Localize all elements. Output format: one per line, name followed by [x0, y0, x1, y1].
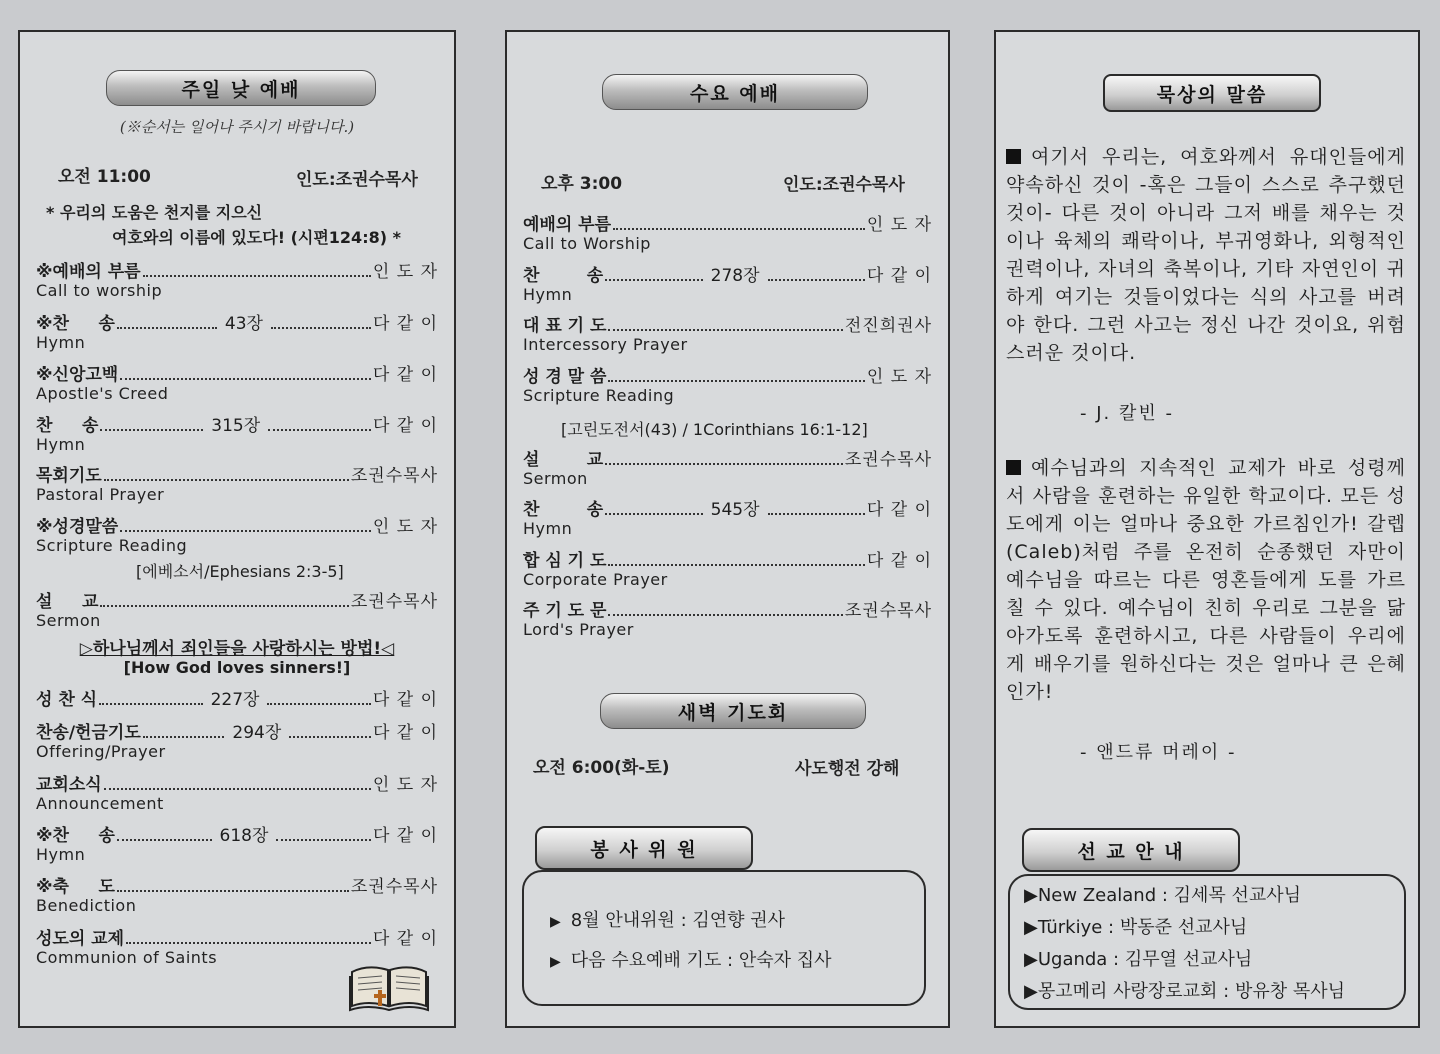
mission-line-3: ▶Uganda : 김무열 선교사님: [1024, 949, 1253, 970]
hymn-number: 294장: [232, 723, 282, 743]
order-row: [523, 500, 932, 520]
volunteer-line-1: ▶ 8월 안내위원 : 김연향 권사: [550, 910, 786, 931]
order-label: 설 교: [36, 592, 99, 612]
dot-leader: [267, 703, 370, 705]
dot-leader: [100, 605, 348, 607]
order-english-label: Corporate Prayer: [523, 570, 668, 589]
order-label: 찬 송: [36, 416, 99, 436]
order-row: [36, 314, 438, 334]
order-leader: 다 같 이: [372, 723, 439, 743]
order-english-label: Pastoral Prayer: [36, 485, 165, 504]
order-leader: 조권수목사: [844, 450, 932, 470]
dot-leader: [117, 327, 217, 329]
order-english-label: Hymn: [523, 285, 573, 304]
sunday-order-item: [36, 690, 438, 710]
order-english-label: Intercessory Prayer: [523, 335, 688, 354]
call-verse-line1: * 우리의 도움은 천지를 지으신: [46, 203, 263, 222]
service-leader: 인도:조권수목사: [296, 170, 418, 190]
dot-leader: [120, 378, 371, 380]
dot-leader: [605, 513, 702, 515]
sunday-order-item: [36, 314, 438, 352]
dot-leader: [768, 279, 865, 281]
wednesday-order-item: [523, 551, 932, 589]
dot-leader: [99, 703, 202, 705]
order-leader: 다 같 이: [372, 929, 438, 949]
order-label: 성 경 말 씀: [523, 367, 607, 387]
hymn-number: 545장: [710, 500, 760, 520]
sunday-order-item: [36, 826, 438, 864]
dot-leader: [608, 614, 842, 616]
square-bullet-icon: [1006, 460, 1021, 475]
dawn-prayer-title: 새벽 기도회: [600, 693, 866, 729]
order-row: [523, 316, 932, 336]
dot-leader: [120, 530, 371, 532]
order-english-label: Sermon: [523, 469, 588, 488]
dawn-prayer-topic: 사도행전 강해: [795, 759, 900, 779]
dot-leader: [100, 429, 203, 431]
dot-leader: [271, 327, 371, 329]
dot-leader: [104, 788, 371, 790]
order-leader: 다 같 이: [372, 690, 438, 710]
order-row: [523, 551, 932, 571]
order-row: [36, 262, 438, 282]
order-leader: 조권수목사: [350, 592, 438, 612]
order-english-label: Benediction: [36, 896, 137, 915]
meditation-author-2: - 앤드류 머레이 -: [1080, 742, 1237, 763]
volunteers-title: 봉 사 위 원: [535, 826, 753, 870]
order-row: [36, 826, 438, 846]
meditation-quote-1: 여기서 우리는, 여호와께서 유대인들에게 약속하신 것이 -혹은 그들이 스스로 추구했던 것이- 다른 것이 아니라 그저 배를 채우는 것이나 육체의 쾌락이나, 부귀영화나, 외형적인 권력이나, 자녀의 축복이나, 기타 자연인이 귀하게 여기는 것들이었다는 식의 사고를 버려야 한다. 그런 사고는 정신 나간 것이요, 위험스러운 것이다.: [1006, 146, 1406, 364]
sunday-order-item: [36, 592, 438, 630]
order-label: 찬 송: [523, 500, 604, 520]
order-leader: 인 도 자: [866, 367, 932, 387]
order-english-label: Communion of Saints: [36, 948, 218, 967]
order-label: ※찬 송: [36, 826, 115, 846]
order-label: 교회소식: [36, 775, 102, 795]
wednesday-order-item: [523, 215, 932, 253]
order-label: 성도의 교제: [36, 929, 125, 949]
meditation-title: 묵상의 말씀: [1103, 74, 1321, 112]
order-leader: 조권수목사: [350, 466, 438, 486]
sunday-order-item: [36, 775, 438, 813]
dot-leader: [289, 736, 371, 738]
hymn-number: 43장: [224, 314, 263, 334]
hymn-number: 278장: [710, 266, 760, 286]
sunday-order-item: [36, 877, 438, 915]
sermon-title: ▷하나님께서 죄인들을 사랑하시는 방법!◁: [79, 639, 395, 659]
sunday-order-item: [36, 466, 438, 504]
dot-leader: [117, 839, 212, 841]
dot-leader: [276, 839, 371, 841]
dot-leader: [143, 275, 371, 277]
sunday-order-item: [36, 517, 438, 555]
order-leader: 조권수목사: [844, 601, 932, 621]
hymn-number: 315장: [211, 416, 261, 436]
order-row: [523, 215, 932, 235]
order-row: [36, 365, 438, 385]
missions-title: 선 교 안 내: [1022, 828, 1240, 872]
meditation-panel: [994, 30, 1420, 1028]
mission-line-1: ▶New Zealand : 김세목 선교사님: [1024, 885, 1302, 906]
order-label: 목회기도: [36, 466, 102, 486]
mission-line-2: ▶Türkiye : 박동준 선교사님: [1024, 917, 1248, 938]
sunday-order-item: [36, 365, 438, 403]
dot-leader: [608, 380, 864, 382]
wednesday-order-item: [523, 316, 932, 354]
call-verse-line2: 여호와의 이름에 있도다! (시편124:8) *: [112, 228, 401, 247]
volunteers-box: [522, 870, 926, 1006]
missions-box: [1008, 874, 1406, 1010]
hymn-number: 618장: [219, 826, 269, 846]
sunday-order-item: [36, 723, 438, 761]
wednesday-service-title: 수요 예배: [602, 74, 868, 110]
dot-leader: [613, 228, 865, 230]
order-label: 찬송/헌금기도: [36, 723, 141, 743]
wednesday-service-panel: [505, 30, 950, 1028]
order-english-label: Offering/Prayer: [36, 742, 166, 761]
wednesday-order-item: [523, 500, 932, 538]
order-leader: 다 같 이: [372, 365, 438, 385]
order-leader: 인 도 자: [372, 517, 438, 537]
wednesday-order-item: [523, 266, 932, 304]
order-row: [36, 723, 438, 743]
order-leader: 다 같 이: [866, 500, 932, 520]
order-english-label: Scripture Reading: [36, 536, 188, 555]
order-english-label: Lord's Prayer: [523, 620, 634, 639]
mission-line-4: ▶몽고메리 사랑장로교회 : 방유창 목사님: [1024, 981, 1346, 1002]
order-label: ※찬 송: [36, 314, 115, 334]
order-english-label: Scripture Reading: [523, 386, 675, 405]
order-label: 성 찬 식: [36, 690, 98, 710]
order-leader: 인 도 자: [372, 775, 438, 795]
order-leader: 다 같 이: [372, 416, 439, 436]
meditation-author-1: - J. 칼빈 -: [1080, 403, 1174, 424]
order-english-label: Hymn: [36, 333, 86, 352]
order-leader: 다 같 이: [372, 826, 439, 846]
order-label: 주 기 도 문: [523, 601, 607, 621]
meditation-quote-2: 예수님과의 지속적인 교제가 바로 성령께서 사람을 훈련하는 유일한 학교이다. 모든 성도에게 이는 얼마나 중요한 가르침인가! 갈렙(Caleb)처럼 주를 온전히 순종했던 자만이 예수님을 따르는 다른 영혼들에게 도를 가르칠 수 있다. 예수님이 친히 우리로 그분을 닮아가도록 훈련하시고, 다른 사람들이 우리에게 배우기를 원하신다는 것은 얼마나 큰 은혜인가!: [1006, 457, 1406, 703]
order-row: [36, 775, 438, 795]
wednesday-scripture-ref: [고린도전서(43) / 1Corinthians 16:1-12]: [561, 420, 868, 439]
order-english-label: Hymn: [36, 435, 86, 454]
order-english-label: Call to Worship: [523, 234, 651, 253]
order-english-label: Call to worship: [36, 281, 163, 300]
dot-leader: [605, 279, 702, 281]
square-bullet-icon: [1006, 149, 1021, 164]
order-row: [523, 450, 932, 470]
wednesday-leader: 인도:조권수목사: [783, 175, 905, 195]
order-row: [36, 466, 438, 486]
dot-leader: [104, 479, 349, 481]
order-english-label: Hymn: [36, 845, 86, 864]
order-leader: 인 도 자: [866, 215, 932, 235]
order-label: 설 교: [523, 450, 604, 470]
order-english-label: Sermon: [36, 611, 101, 630]
dot-leader: [143, 736, 225, 738]
sermon-title-english: [How God loves sinners!]: [123, 658, 351, 677]
order-leader: 다 같 이: [866, 266, 932, 286]
order-label: ※신앙고백: [36, 365, 119, 385]
standing-note: (※순서는 일어나 주시기 바랍니다.): [119, 118, 355, 136]
order-row: [36, 877, 438, 897]
hymn-number: 227장: [210, 690, 260, 710]
order-label: 합 심 기 도: [523, 551, 607, 571]
order-leader: 다 같 이: [866, 551, 932, 571]
order-row: [36, 929, 438, 949]
order-leader: 전진희권사: [844, 316, 932, 336]
order-english-label: Apostle's Creed: [36, 384, 169, 403]
order-label: ※예배의 부름: [36, 262, 141, 282]
mission-lines: [1024, 880, 1345, 1008]
sunday-order-item: [36, 416, 438, 454]
order-leader: 조권수목사: [350, 877, 438, 897]
wednesday-order-item: [523, 601, 932, 639]
dot-leader: [126, 942, 371, 944]
bible-book-icon: [348, 962, 430, 1012]
order-leader: 다 같 이: [372, 314, 439, 334]
order-row: [523, 601, 932, 621]
order-row: [36, 416, 438, 436]
order-row: [523, 367, 932, 387]
order-row: [36, 592, 438, 612]
order-label: 예배의 부름: [523, 215, 612, 235]
order-row: [36, 517, 438, 537]
order-row: [36, 690, 438, 710]
order-label: 대 표 기 도: [523, 316, 607, 336]
order-label: ※축 도: [36, 877, 115, 897]
order-leader: 인 도 자: [372, 262, 438, 282]
order-label: ※성경말씀: [36, 517, 119, 537]
service-time: 오전 11:00: [58, 167, 151, 187]
wednesday-time: 오후 3:00: [541, 174, 623, 194]
dot-leader: [117, 890, 349, 892]
wednesday-order-item: [523, 450, 932, 488]
dot-leader: [608, 564, 864, 566]
sunday-service-panel: [18, 30, 456, 1028]
order-english-label: Announcement: [36, 794, 164, 813]
order-label: 찬 송: [523, 266, 604, 286]
wednesday-order-item: [523, 367, 932, 405]
order-english-label: Hymn: [523, 519, 573, 538]
volunteer-line-2: ▶ 다음 수요예배 기도 : 안숙자 집사: [550, 950, 832, 971]
sunday-scripture-ref: [에베소서/Ephesians 2:3-5]: [136, 562, 344, 581]
sunday-order-item: [36, 262, 438, 300]
dot-leader: [268, 429, 371, 431]
dot-leader: [605, 463, 843, 465]
sunday-service-title: 주일 낮 예배: [106, 70, 376, 106]
dawn-prayer-time: 오전 6:00(화-토): [533, 758, 670, 778]
dot-leader: [768, 513, 865, 515]
dot-leader: [608, 329, 842, 331]
order-row: [523, 266, 932, 286]
